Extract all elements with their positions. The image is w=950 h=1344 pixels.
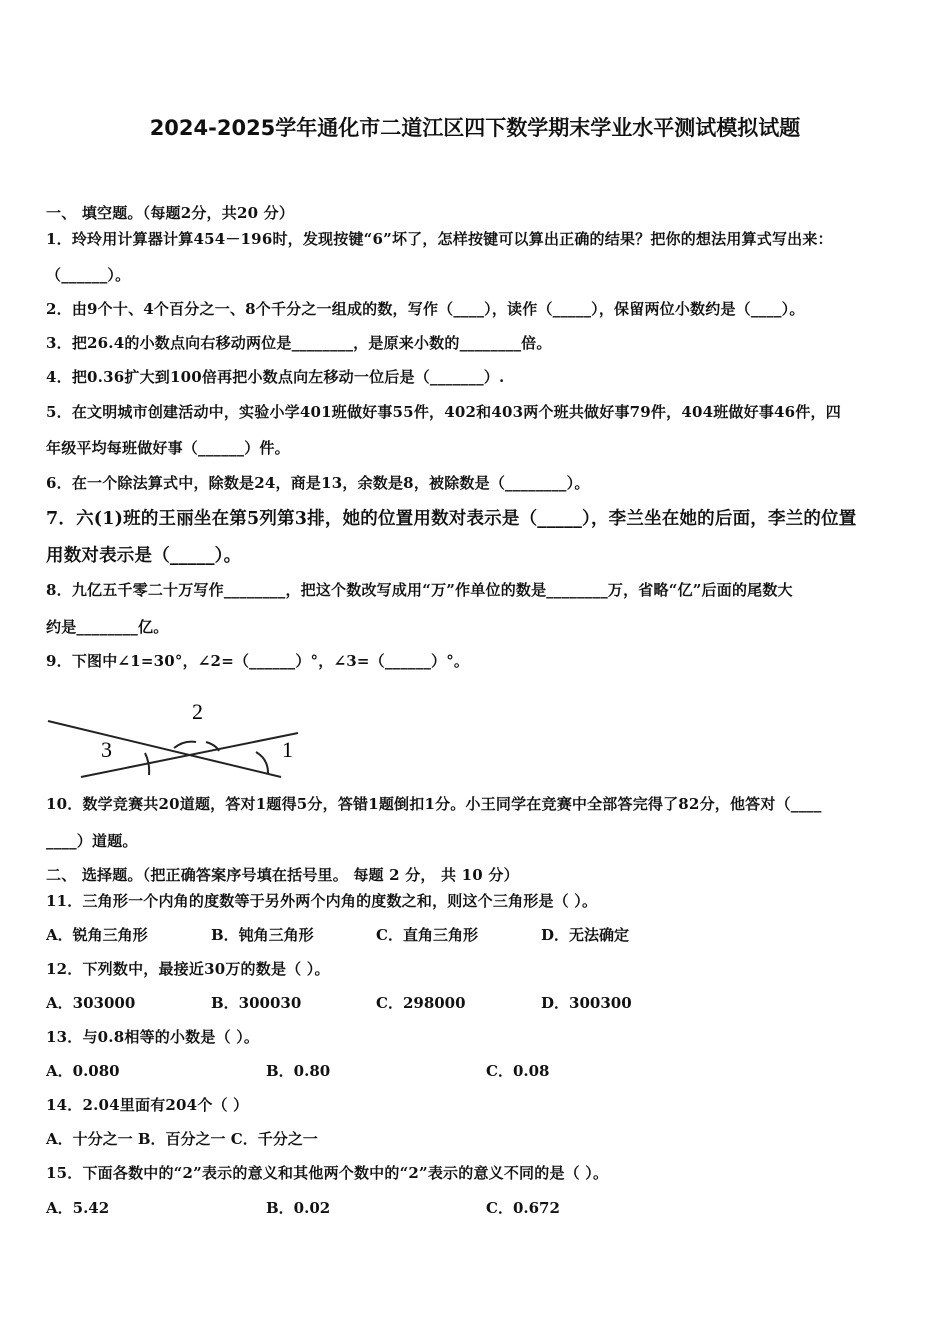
q11-option-b: B．钝角三角形 xyxy=(211,926,314,944)
question-6: 6．在一个除法算式中，除数是24，商是13，余数是8，被除数是（________）。 xyxy=(46,474,590,492)
question-9: 9．下图中∠1=30°，∠2=（______）°，∠3=（______）°。 xyxy=(46,652,470,670)
angle-1-label: 1 xyxy=(282,737,293,762)
question-8: 8．九亿五千零二十万写作________，把这个数改写成用“万”作单位的数是________万，省略“亿”后面的尾数大 xyxy=(46,581,793,599)
q15-option-a: A．5.42 xyxy=(46,1199,110,1217)
q12-option-b: B．300030 xyxy=(211,994,302,1012)
q12-option-a: A．303000 xyxy=(46,994,136,1012)
question-2: 2．由9个十、4个百分之一、8个千分之一组成的数，写作（____），读作（_____），保留两位小数约是（____）。 xyxy=(46,300,805,318)
question-15: 15．下面各数中的“2”表示的意义和其他两个数中的“2”表示的意义不同的是（ ）。 xyxy=(46,1164,609,1182)
question-5-cont: 年级平均每班做好事（______）件。 xyxy=(46,439,290,457)
q13-option-a: A．0.080 xyxy=(46,1062,120,1080)
question-4: 4．把0.36扩大到100倍再把小数点向左移动一位后是（_______）. xyxy=(46,368,505,386)
question-7: 7．六(1)班的王丽坐在第5列第3排，她的位置用数对表示是（_____），李兰坐在她的后面，李兰的位置 xyxy=(46,509,857,529)
question-11: 11．三角形一个内角的度数等于另外两个内角的度数之和，则这个三角形是（ ）。 xyxy=(46,892,598,910)
q11-option-a: A．锐角三角形 xyxy=(46,926,148,944)
q14-options: A．十分之一 B．百分之一 C．千分之一 xyxy=(46,1130,318,1148)
q12-option-c: C．298000 xyxy=(376,994,466,1012)
q15-option-c: C．0.672 xyxy=(486,1199,560,1217)
question-8-cont: 约是________亿。 xyxy=(46,618,169,636)
question-13: 13．与0.8相等的小数是（ ）。 xyxy=(46,1028,260,1046)
question-1: 1．玲玲用计算器计算454－196时，发现按键“6”坏了，怎样按键可以算出正确的结果？把你的想法用算式写出来： xyxy=(46,230,833,248)
q15-option-b: B．0.02 xyxy=(266,1199,331,1217)
question-3: 3．把26.4的小数点向右移动两位是________，是原来小数的________倍。 xyxy=(46,334,552,352)
question-5: 5．在文明城市创建活动中，实验小学401班做好事55件，402和403两个班共做好事79件，404班做好事46件，四 xyxy=(46,403,841,421)
question-10: 10．数学竞赛共20道题，答对1题得5分，答错1题倒扣1分。小王同学在竞赛中全部答完得了82分，他答对（____ xyxy=(46,795,822,813)
angle-3-label: 3 xyxy=(101,737,112,762)
q11-option-d: D．无法确定 xyxy=(541,926,630,944)
section-choice: 二、 选择题。（把正确答案序号填在括号里。 每题 2 分， 共 10 分） xyxy=(46,866,519,884)
q12-option-d: D．300300 xyxy=(541,994,632,1012)
question-1-blank: （______）。 xyxy=(46,266,131,284)
question-10-cont: ____）道题。 xyxy=(46,832,138,850)
q13-option-b: B．0.80 xyxy=(266,1062,331,1080)
q13-option-c: C．0.08 xyxy=(486,1062,550,1080)
angle-figure xyxy=(46,695,306,779)
q11-option-c: C．直角三角形 xyxy=(376,926,478,944)
section-fill-blank: 一、 填空题。（每题2分，共20 分） xyxy=(46,204,295,222)
question-12: 12．下列数中，最接近30万的数是（ ）。 xyxy=(46,960,330,978)
page-title: 2024-2025学年通化市二道江区四下数学期末学业水平测试模拟试题 xyxy=(149,116,801,140)
question-7-cont: 用数对表示是（_____）。 xyxy=(46,546,242,566)
question-14: 14．2.04里面有204个（ ） xyxy=(46,1096,249,1114)
angle-2-label: 2 xyxy=(192,699,203,724)
